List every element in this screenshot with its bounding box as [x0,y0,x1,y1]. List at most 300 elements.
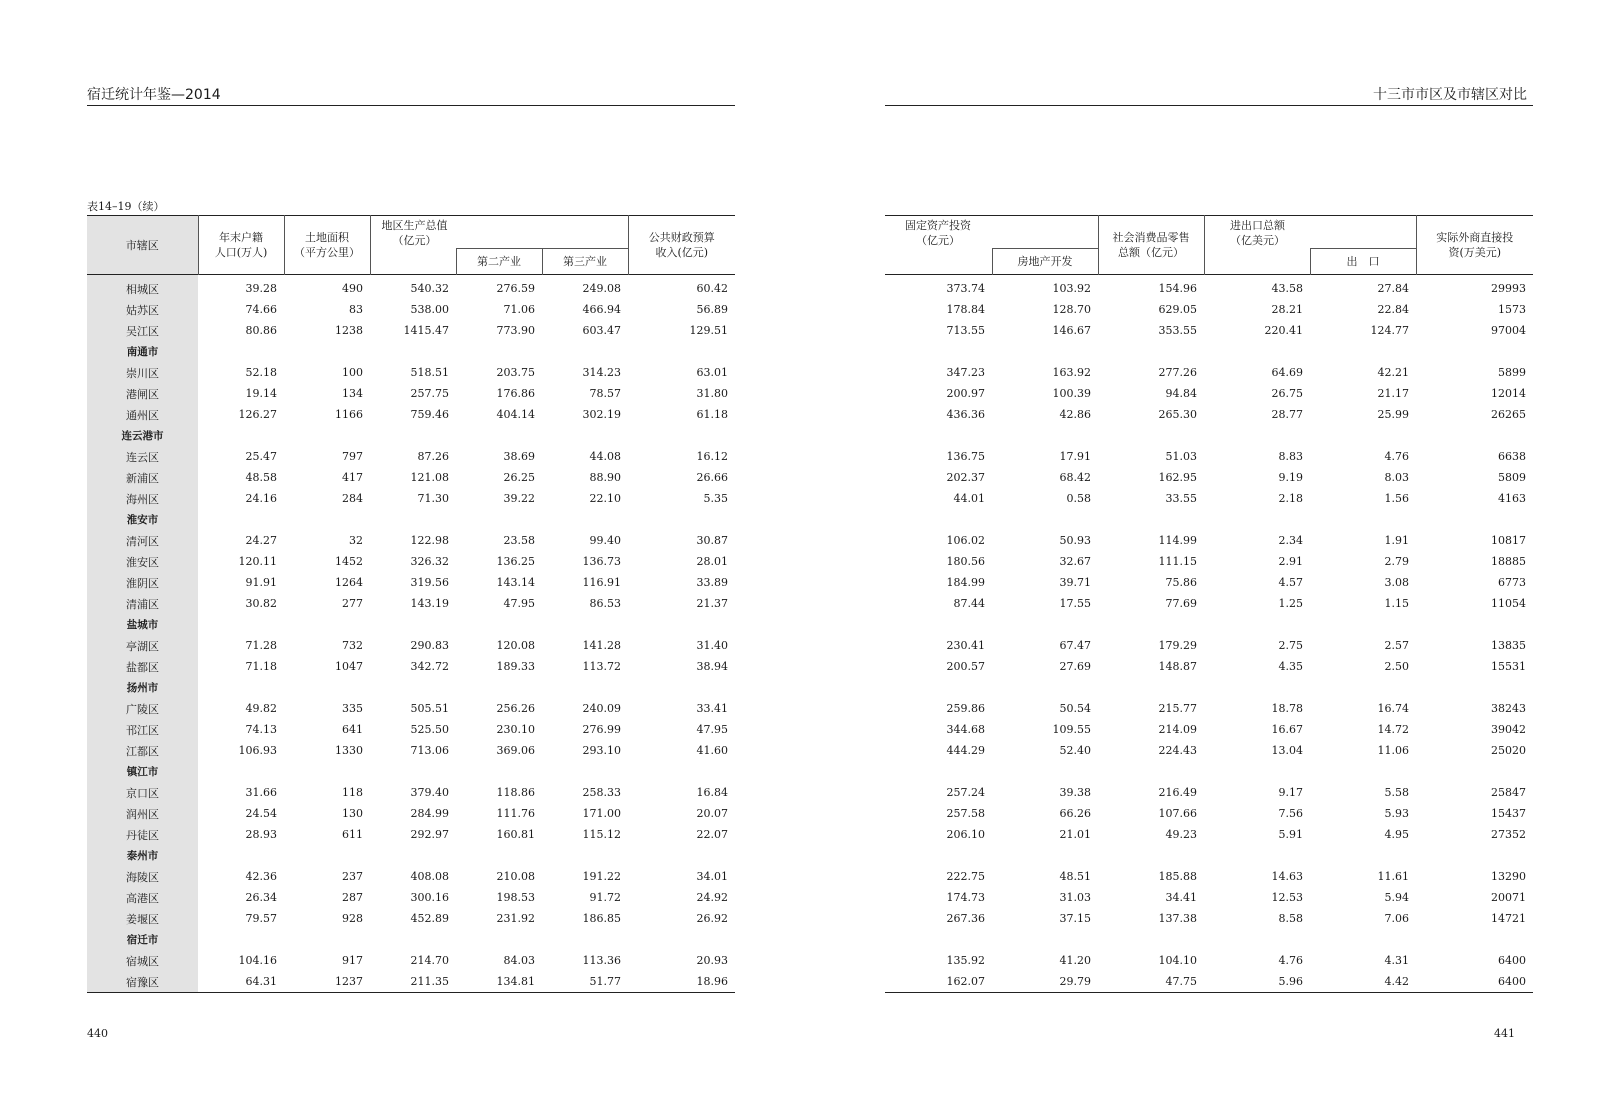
value-cell: 63.01 [696,366,728,379]
value-cell [1204,677,1310,698]
value-cell: 773.90 [496,324,535,337]
value-cell: 369.06 [496,744,535,757]
value-cell: 538.00 [410,303,449,316]
value-cell: 42.86 [1059,408,1091,421]
table-row [885,467,1533,488]
value-cell: 32 [349,534,363,547]
table-row [87,572,735,593]
value-cell: 302.19 [582,408,621,421]
table-row [885,698,1533,719]
value-cell [198,614,284,635]
table-row [885,887,1533,908]
value-cell [992,509,1098,530]
value-cell [992,677,1098,698]
col-header-trade-total [1204,216,1416,249]
table-row [885,551,1533,572]
value-cell: 4163 [1498,492,1526,505]
value-cell [1416,509,1533,530]
table-row [885,929,1533,950]
value-cell: 1.25 [1278,597,1303,610]
value-cell [542,761,628,782]
district-name-cell: 宿城区 [87,950,198,971]
value-cell: 27352 [1491,828,1526,841]
value-cell: 237 [342,870,363,883]
page-number-left: 440 [87,1027,108,1040]
value-cell: 116.91 [582,576,621,589]
value-cell: 31.40 [696,639,728,652]
value-cell [628,425,735,446]
value-cell: 28.77 [1271,408,1303,421]
value-cell: 797 [342,450,363,463]
value-cell: 28.21 [1271,303,1303,316]
value-cell: 6400 [1416,971,1533,993]
value-cell: 1452 [335,555,363,568]
value-cell [1204,761,1310,782]
district-name-cell: 高港区 [87,887,198,908]
value-cell: 189.33 [496,660,535,673]
value-cell: 17.55 [1059,597,1091,610]
value-cell [198,425,284,446]
table-row [885,275,1533,300]
value-cell: 174.73 [946,891,985,904]
value-cell: 68.42 [1059,471,1091,484]
district-name-cell: 海州区 [87,488,198,509]
value-cell [992,761,1098,782]
value-cell [370,341,456,362]
value-cell: 16.84 [696,786,728,799]
value-cell [992,341,1098,362]
table-row [87,425,735,446]
value-cell: 33.55 [1165,492,1197,505]
value-cell: 43.58 [1271,282,1303,295]
header-rule-right [885,105,1533,106]
value-cell: 21.37 [696,597,728,610]
table-row [87,656,735,677]
value-cell: 106.02 [946,534,985,547]
value-cell: 1330 [335,744,363,757]
value-cell: 2.79 [1384,555,1409,568]
table-row [87,677,735,698]
value-cell: 113.36 [582,954,621,967]
value-cell: 17.91 [1059,450,1091,463]
value-cell: 44.01 [953,492,985,505]
value-cell: 31.03 [1059,891,1091,904]
value-cell: 14.72 [1377,723,1409,736]
table-row [885,362,1533,383]
value-cell: 118 [342,786,363,799]
value-cell [885,929,992,950]
table-row [885,488,1533,509]
value-cell: 26265 [1491,408,1526,421]
value-cell [1204,614,1310,635]
table-row [885,782,1533,803]
value-cell: 51.03 [1165,450,1197,463]
value-cell: 87.44 [953,597,985,610]
value-cell: 74.13 [245,723,277,736]
header-rule-left [87,105,735,106]
value-cell: 39.71 [1059,576,1091,589]
col-header-real-estate: 房地产开发 [992,249,1098,275]
value-cell: 77.69 [1165,597,1197,610]
value-cell: 2.75 [1278,639,1303,652]
table-row [885,614,1533,635]
value-cell: 2.50 [1384,660,1409,673]
value-cell: 39.28 [245,282,277,295]
value-cell: 154.96 [1158,282,1197,295]
value-cell: 13.04 [1271,744,1303,757]
value-cell: 1238 [335,324,363,337]
district-name-cell: 清浦区 [87,593,198,614]
value-cell [1204,341,1310,362]
value-cell: 5.58 [1384,786,1409,799]
value-cell: 78.57 [589,387,621,400]
table-row [87,971,735,993]
value-cell: 103.92 [1052,282,1091,295]
value-cell: 211.35 [370,971,456,993]
value-cell: 15531 [1491,660,1526,673]
value-cell: 24.27 [245,534,277,547]
table-row [87,404,735,425]
value-cell: 452.89 [410,912,449,925]
value-cell: 31.66 [245,786,277,799]
value-cell: 16.74 [1377,702,1409,715]
value-cell: 113.72 [582,660,621,673]
value-cell: 408.08 [410,870,449,883]
city-name-cell: 连云港市 [87,425,198,446]
value-cell: 1166 [335,408,363,421]
district-name-cell: 港闸区 [87,383,198,404]
value-cell: 1237 [284,971,370,993]
table-row [885,740,1533,761]
value-cell [198,341,284,362]
value-cell: 203.75 [496,366,535,379]
value-cell: 26.75 [1271,387,1303,400]
value-cell: 5.96 [1204,971,1310,993]
value-cell: 2.91 [1278,555,1303,568]
value-cell: 18885 [1491,555,1526,568]
value-cell: 75.86 [1165,576,1197,589]
value-cell: 466.94 [582,303,621,316]
value-cell: 23.58 [503,534,535,547]
value-cell: 49.23 [1165,828,1197,841]
running-header-right: 十三市市区及市辖区对比 [1373,87,1527,103]
district-name-cell: 亭湖区 [87,635,198,656]
value-cell: 50.93 [1059,534,1091,547]
value-cell: 14721 [1491,912,1526,925]
value-cell: 6400 [1498,954,1526,967]
value-cell: 126.27 [238,408,277,421]
value-cell: 16.12 [696,450,728,463]
value-cell: 27.69 [1059,660,1091,673]
value-cell [284,509,370,530]
col-header-gdp-blank [370,249,456,275]
value-cell: 25847 [1491,786,1526,799]
table-row [87,593,735,614]
value-cell: 0.58 [1066,492,1091,505]
value-cell: 39042 [1491,723,1526,736]
value-cell: 64.31 [198,971,284,993]
value-cell [1098,929,1204,950]
table-row [87,887,735,908]
value-cell [456,425,542,446]
value-cell: 353.55 [1158,324,1197,337]
value-cell: 214.70 [410,954,449,967]
table-left [87,215,735,993]
col-header-export: 出 口 [1310,249,1416,275]
value-cell: 249.08 [582,282,621,295]
col-header-fixed-investment [885,216,1098,249]
value-cell: 224.43 [1158,744,1197,757]
value-cell: 256.26 [496,702,535,715]
value-cell: 210.08 [496,870,535,883]
value-cell: 11.61 [1377,870,1409,883]
value-cell: 21.01 [1059,828,1091,841]
col-header-gdp [370,216,628,249]
value-cell: 222.75 [946,870,985,883]
value-cell [885,845,992,866]
value-cell: 186.85 [582,912,621,925]
value-cell: 611 [342,828,363,841]
value-cell: 48.51 [1059,870,1091,883]
value-cell: 42.21 [1377,366,1409,379]
table-row [885,950,1533,971]
value-cell: 88.90 [589,471,621,484]
value-cell: 22.07 [696,828,728,841]
value-cell: 86.53 [589,597,621,610]
value-cell: 518.51 [410,366,449,379]
value-cell: 134.81 [456,971,542,993]
value-cell [885,614,992,635]
value-cell: 29.79 [992,971,1098,993]
value-cell: 335 [342,702,363,715]
value-cell: 444.29 [946,744,985,757]
value-cell: 257.75 [410,387,449,400]
value-cell: 10817 [1491,534,1526,547]
value-cell [370,761,456,782]
value-cell: 293.10 [582,744,621,757]
value-cell: 292.97 [410,828,449,841]
table-row [87,362,735,383]
value-cell: 41.60 [696,744,728,757]
value-cell: 26.25 [503,471,535,484]
value-cell [198,845,284,866]
value-cell [284,614,370,635]
value-cell: 180.56 [946,555,985,568]
col-header-fdi: 实际外商直接投 资(万美元) [1416,216,1533,275]
table-row [885,908,1533,929]
district-name-cell: 崇川区 [87,362,198,383]
value-cell: 52.40 [1059,744,1091,757]
value-cell [370,845,456,866]
district-name-cell: 淮阴区 [87,572,198,593]
value-cell: 33.41 [696,702,728,715]
value-cell [1310,761,1416,782]
value-cell: 206.10 [946,828,985,841]
table-row [87,824,735,845]
value-cell [628,845,735,866]
col-header-land-area: 土地面积 （平方公里） [284,216,370,275]
district-name-cell: 海陵区 [87,866,198,887]
value-cell: 284 [342,492,363,505]
value-cell: 24.92 [696,891,728,904]
district-name-cell: 通州区 [87,404,198,425]
value-cell: 5.35 [703,492,728,505]
city-name-cell: 泰州市 [87,845,198,866]
value-cell: 629.05 [1158,303,1197,316]
value-cell: 84.03 [503,954,535,967]
value-cell: 106.93 [238,744,277,757]
value-cell: 29993 [1491,282,1526,295]
value-cell: 267.36 [946,912,985,925]
value-cell: 319.56 [410,576,449,589]
value-cell: 104.10 [1158,954,1197,967]
value-cell: 314.23 [582,366,621,379]
value-cell: 51.77 [542,971,628,993]
value-cell [1416,425,1533,446]
value-cell: 24.54 [245,807,277,820]
value-cell [1204,845,1310,866]
value-cell: 178.84 [946,303,985,316]
value-cell: 79.57 [245,912,277,925]
col-header-fixed-investment-text: 固定资产投资 （亿元） [905,219,971,247]
value-cell: 22.84 [1377,303,1409,316]
value-cell [284,845,370,866]
value-cell [284,929,370,950]
col-header-trade-total-text: 进出口总额 （亿美元） [1230,219,1285,247]
value-cell: 1.15 [1384,597,1409,610]
value-cell: 135.92 [946,954,985,967]
value-cell: 326.32 [410,555,449,568]
value-cell: 128.70 [1052,303,1091,316]
value-cell [885,509,992,530]
value-cell: 6773 [1498,576,1526,589]
district-name-cell: 清河区 [87,530,198,551]
value-cell: 216.49 [1158,786,1197,799]
value-cell: 25.99 [1377,408,1409,421]
value-cell [1310,929,1416,950]
city-name-cell: 扬州市 [87,677,198,698]
value-cell: 230.10 [496,723,535,736]
value-cell [885,425,992,446]
value-cell: 20.07 [696,807,728,820]
table-row [87,698,735,719]
value-cell: 1047 [335,660,363,673]
value-cell: 6638 [1498,450,1526,463]
value-cell [456,677,542,698]
value-cell: 12.53 [1271,891,1303,904]
district-name-cell: 宿豫区 [87,971,198,993]
value-cell [456,614,542,635]
value-cell: 231.92 [496,912,535,925]
value-cell: 137.38 [1158,912,1197,925]
value-cell: 257.58 [946,807,985,820]
district-name-cell: 姜堰区 [87,908,198,929]
value-cell [1310,425,1416,446]
table-row [87,803,735,824]
value-cell: 8.03 [1384,471,1409,484]
value-cell [992,614,1098,635]
district-name-cell: 丹徒区 [87,824,198,845]
value-cell: 83 [349,303,363,316]
value-cell [1098,677,1204,698]
value-cell [1310,614,1416,635]
value-cell: 171.00 [582,807,621,820]
value-cell: 1264 [335,576,363,589]
table-row [885,803,1533,824]
value-cell: 5.93 [1384,807,1409,820]
value-cell: 505.51 [410,702,449,715]
value-cell: 347.23 [946,366,985,379]
value-cell: 91.91 [245,576,277,589]
value-cell [542,677,628,698]
value-cell [1098,509,1204,530]
value-cell: 200.97 [946,387,985,400]
value-cell: 71.18 [245,660,277,673]
value-cell: 490 [342,282,363,295]
table-row [885,425,1533,446]
table-row [885,719,1533,740]
table-row [885,677,1533,698]
value-cell: 4.76 [1278,954,1303,967]
value-cell: 109.55 [1052,723,1091,736]
value-cell: 80.86 [245,324,277,337]
value-cell: 25.47 [245,450,277,463]
table-row [885,404,1533,425]
table-row [87,635,735,656]
value-cell: 48.58 [245,471,277,484]
value-cell: 344.68 [946,723,985,736]
value-cell: 21.17 [1377,387,1409,400]
value-cell: 28.01 [696,555,728,568]
value-cell: 25020 [1491,744,1526,757]
value-cell [370,425,456,446]
value-cell: 928 [342,912,363,925]
value-cell: 26.92 [696,912,728,925]
value-cell: 91.72 [589,891,621,904]
col-header-district: 市辖区 [87,216,198,275]
value-cell: 136.75 [946,450,985,463]
value-cell: 28.93 [245,828,277,841]
value-cell: 50.54 [1059,702,1091,715]
city-name-cell: 盐城市 [87,614,198,635]
value-cell: 71.06 [503,303,535,316]
value-cell: 8.58 [1278,912,1303,925]
value-cell: 7.06 [1384,912,1409,925]
table-row [87,908,735,929]
value-cell: 11054 [1491,597,1526,610]
value-cell [542,845,628,866]
value-cell: 60.42 [696,282,728,295]
value-cell: 5809 [1498,471,1526,484]
value-cell: 5.91 [1278,828,1303,841]
value-cell [456,761,542,782]
value-cell [628,341,735,362]
value-cell: 114.99 [1158,534,1197,547]
value-cell: 39.38 [1059,786,1091,799]
table-row [87,761,735,782]
value-cell: 2.18 [1278,492,1303,505]
value-cell: 34.41 [1165,891,1197,904]
district-name-cell: 相城区 [87,275,198,300]
district-name-cell: 京口区 [87,782,198,803]
table-row [87,509,735,530]
value-cell: 5.94 [1384,891,1409,904]
value-cell: 20071 [1491,891,1526,904]
value-cell: 24.16 [245,492,277,505]
value-cell: 176.86 [496,387,535,400]
value-cell: 290.83 [410,639,449,652]
value-cell: 47.75 [1098,971,1204,993]
